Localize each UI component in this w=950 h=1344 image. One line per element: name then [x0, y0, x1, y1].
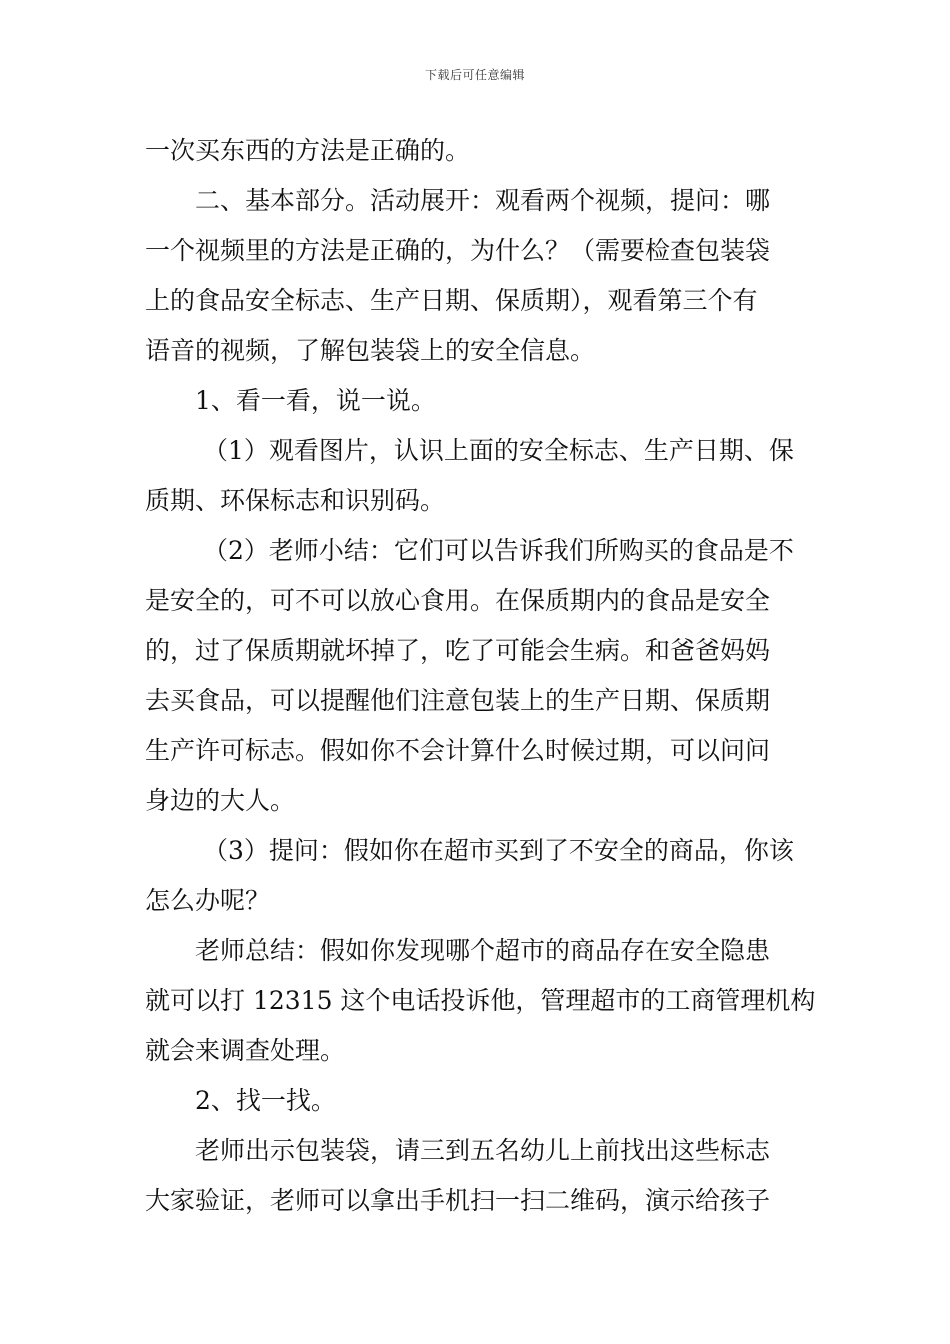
text-line: 就可以打 12315 这个电话投诉他，管理超市的工商管理机构	[145, 986, 816, 1015]
text-line: 一个视频里的方法是正确的，为什么？（需要检查包装袋	[145, 236, 771, 265]
text-line: 1、看一看，说一说。	[195, 386, 436, 415]
text-line: 二、基本部分。活动展开：观看两个视频，提问：哪	[195, 186, 771, 215]
text-line: 大家验证，老师可以拿出手机扫一扫二维码，演示给孩子	[145, 1186, 771, 1215]
text-line: 语音的视频，了解包装袋上的安全信息。	[145, 336, 596, 365]
document-body	[145, 126, 816, 1226]
text-line: 质期、环保标志和识别码。	[145, 486, 446, 515]
page-header: 下载后可任意编辑	[424, 68, 525, 82]
text-line: 2、找一找。	[195, 1086, 336, 1115]
text-line: 一次买东西的方法是正确的。	[145, 136, 471, 165]
text-line: 上的食品安全标志、生产日期、保质期），观看第三个有	[145, 286, 758, 315]
text-line: 老师出示包装袋，请三到五名幼儿上前找出这些标志	[195, 1136, 771, 1165]
text-line: 身边的大人。	[145, 786, 296, 815]
text-line: 怎么办呢？	[145, 886, 271, 915]
text-line: 是安全的，可不可以放心食用。在保质期内的食品是安全	[145, 586, 771, 615]
text-line: （2）老师小结：它们可以告诉我们所购买的食品是不	[203, 536, 794, 565]
text-line: 生产许可标志。假如你不会计算什么时候过期，可以问问	[145, 736, 771, 765]
text-line: （1）观看图片，认识上面的安全标志、生产日期、保	[203, 436, 794, 465]
text-line: 老师总结：假如你发现哪个超市的商品存在安全隐患	[195, 936, 771, 965]
text-line: 去买食品，可以提醒他们注意包装上的生产日期、保质期	[145, 686, 771, 715]
text-line: 就会来调查处理。	[145, 1036, 346, 1065]
text-line: 的，过了保质期就坏掉了，吃了可能会生病。和爸爸妈妈	[145, 636, 771, 665]
text-line: （3）提问：假如你在超市买到了不安全的商品，你该	[203, 836, 794, 865]
